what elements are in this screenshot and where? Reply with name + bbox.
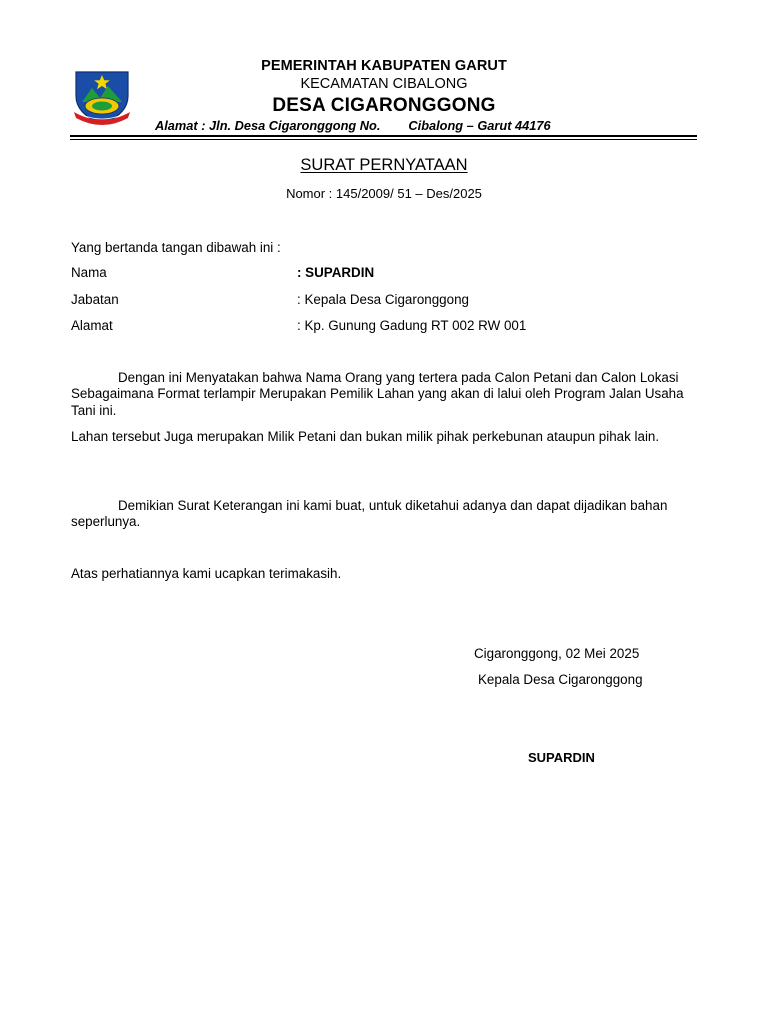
intro-text: Yang bertanda tangan dibawah ini : <box>71 240 281 255</box>
document-number: Nomor : 145/2009/ 51 – Des/2025 <box>286 186 482 201</box>
field-value-name: : SUPARDIN <box>297 265 375 280</box>
field-label-address: Alamat <box>71 318 113 333</box>
letterhead-rule-thick <box>70 135 697 137</box>
paragraph-closing <box>71 498 699 531</box>
letterhead-address <box>155 118 551 133</box>
village-emblem-logo <box>70 66 134 128</box>
paragraph-thanks: Atas perhatiannya kami ucapkan terimakasih. <box>71 566 342 581</box>
letterhead-district: KECAMATAN CIBALONG <box>300 76 468 92</box>
field-label-position: Jabatan <box>71 292 119 307</box>
letterhead-rule-thin <box>70 139 697 140</box>
signature-place-date: Cigaronggong, 02 Mei 2025 <box>474 646 640 661</box>
paragraph-land: Lahan tersebut Juga merupakan Milik Petani dan bukan milik pihak perkebunan ataupun pihak lain. <box>71 429 660 444</box>
address-street: Alamat : Jln. Desa Cigaronggong No. <box>155 118 381 133</box>
letterhead-government: PEMERINTAH KABUPATEN GARUT <box>261 58 507 74</box>
field-value-address: : Kp. Gunung Gadung RT 002 RW 001 <box>297 318 527 333</box>
signature-name: SUPARDIN <box>528 750 595 765</box>
document-title <box>0 156 768 175</box>
field-value-position: : Kepala Desa Cigaronggong <box>297 292 469 307</box>
letterhead-village: DESA CIGARONGGONG <box>272 95 496 116</box>
address-city: Cibalong – Garut 44176 <box>408 118 551 133</box>
paragraph-statement <box>71 370 699 419</box>
signature-role: Kepala Desa Cigaronggong <box>478 672 643 687</box>
paragraph-statement-text: Dengan ini Menyatakan bahwa Nama Orang yang tertera pada Calon Petani dan Calon Lokasi Sebagaimana Format terlampir Merupakan Pemilik Lahan yang akan di lalui oleh Program Jalan Usaha Tani ini. <box>71 370 684 418</box>
field-label-name: Nama <box>71 265 107 280</box>
document-title-text: SURAT PERNYATAAN <box>300 156 468 174</box>
paragraph-closing-text: Demikian Surat Keterangan ini kami buat, untuk diketahui adanya dan dapat dijadikan bahan seperlunya. <box>71 498 668 530</box>
